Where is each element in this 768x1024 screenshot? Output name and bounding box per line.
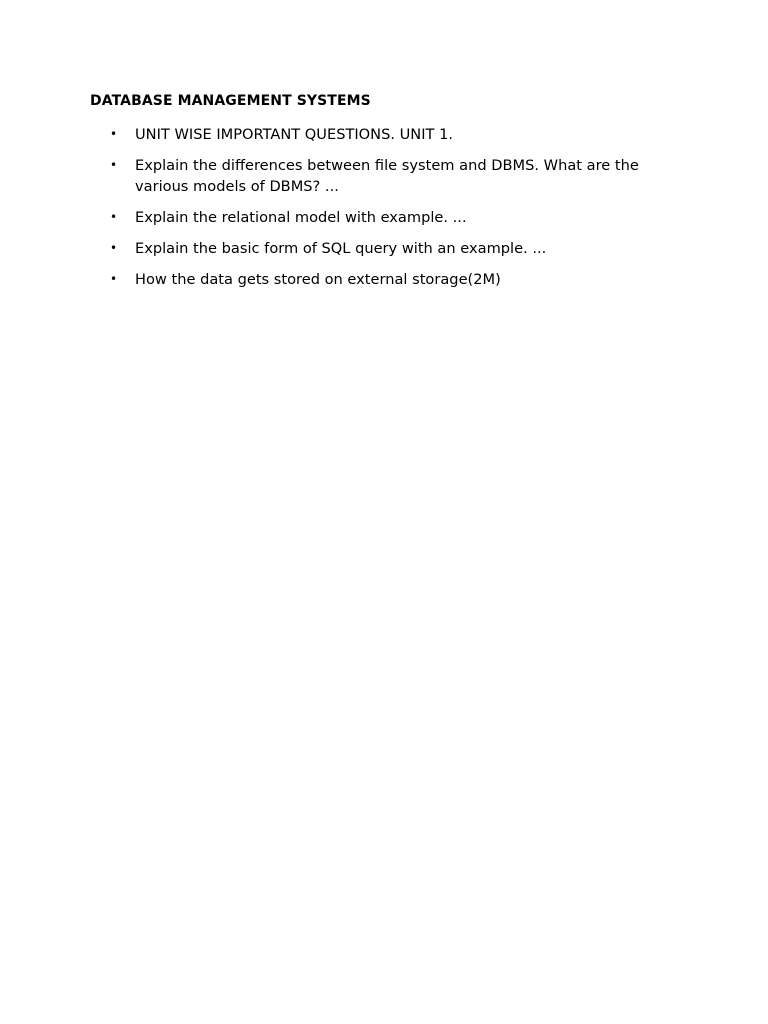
bullet-icon: • [110, 158, 118, 172]
question-text: Explain the differences between file system and DBMS. What are the various models of DBMS? ... [135, 157, 639, 195]
list-item [90, 124, 690, 145]
list-item [90, 269, 690, 290]
document-title: DATABASE MANAGEMENT SYSTEMS [90, 93, 371, 109]
bullet-icon: • [110, 272, 118, 286]
list-item [90, 207, 690, 228]
question-text: How the data gets stored on external storage(2M) [135, 271, 501, 288]
question-list [90, 124, 690, 300]
question-text: Explain the basic form of SQL query with an example. ... [135, 240, 547, 257]
question-text: UNIT WISE IMPORTANT QUESTIONS. UNIT 1. [135, 126, 454, 143]
list-item [90, 238, 690, 259]
bullet-icon: • [110, 241, 118, 255]
question-text: Explain the relational model with example. ... [135, 209, 467, 226]
bullet-icon: • [110, 210, 118, 224]
bullet-icon: • [110, 127, 118, 141]
list-item [90, 155, 690, 197]
